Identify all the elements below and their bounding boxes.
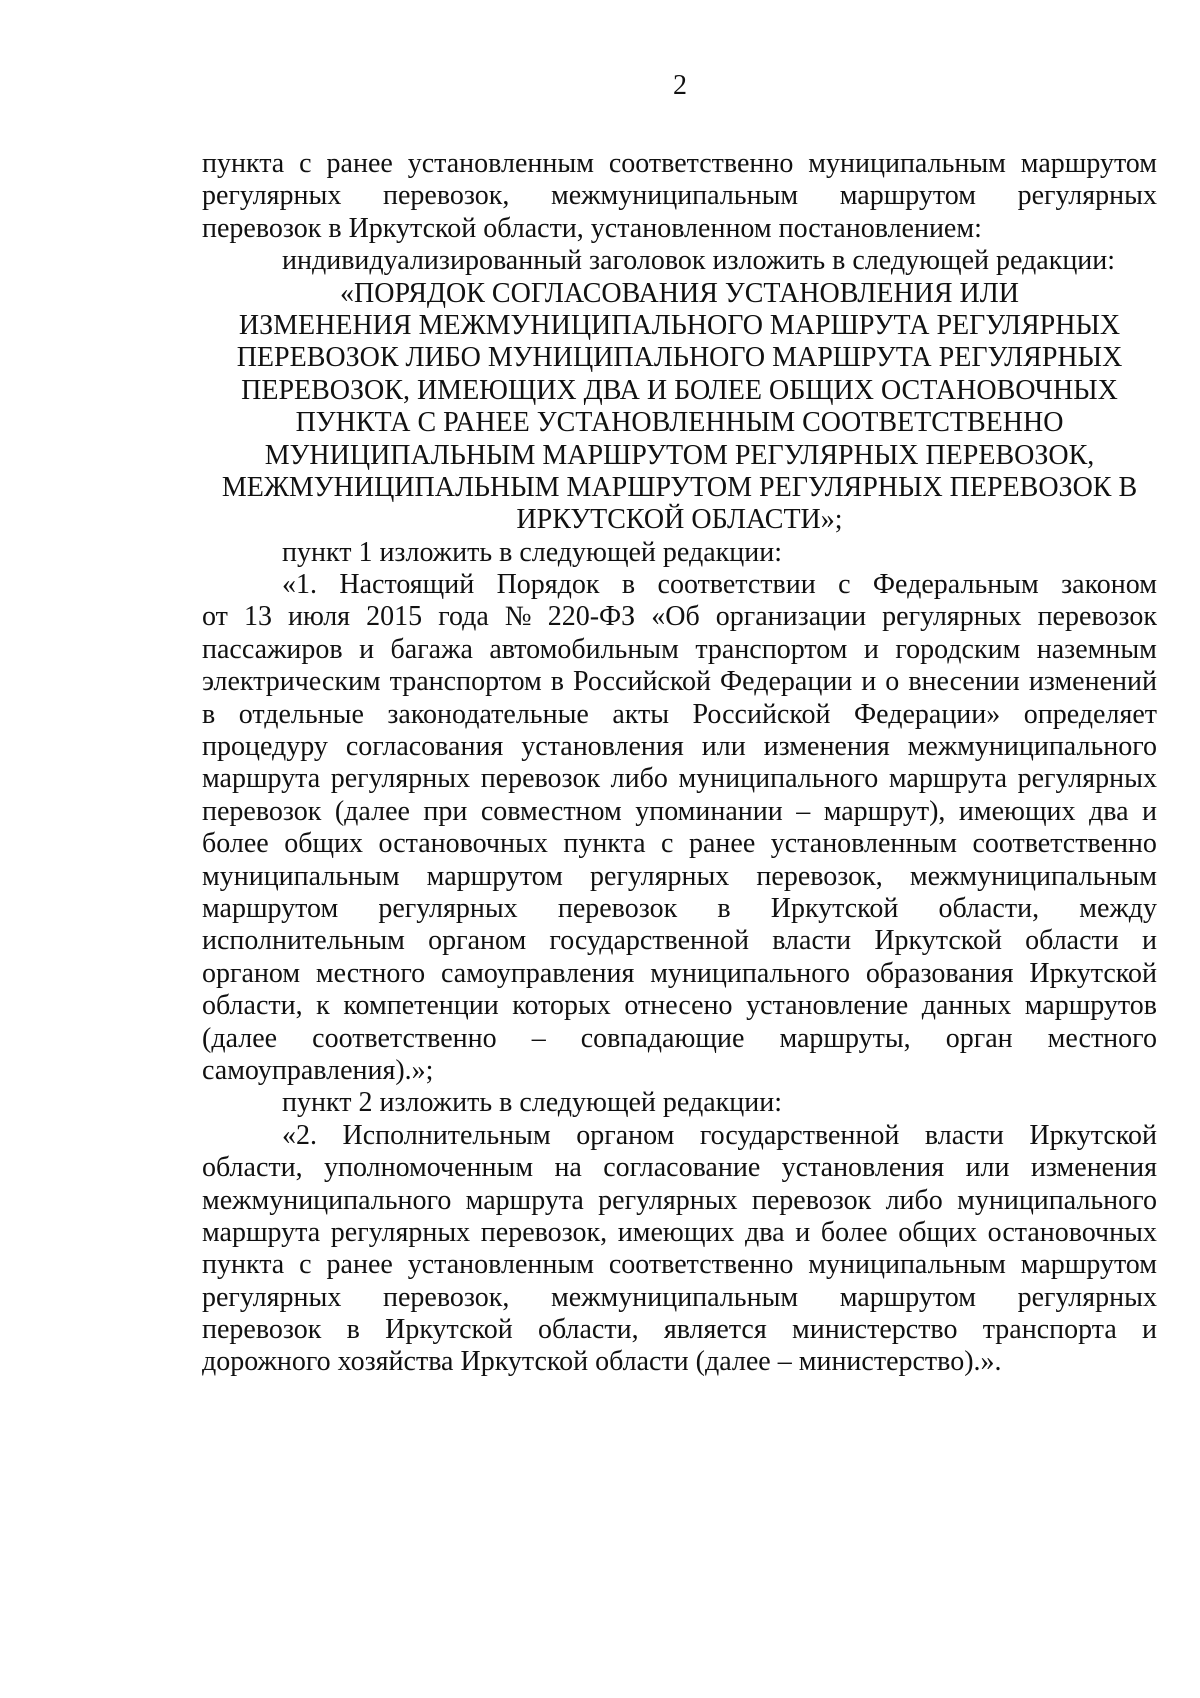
- word: Иркутской: [1029, 957, 1157, 989]
- word: регулярных: [1017, 1281, 1157, 1313]
- word: местного: [315, 957, 426, 989]
- word: образования: [865, 957, 1014, 989]
- word: данных: [921, 990, 1012, 1022]
- point1-line: самоуправления).»;: [202, 1054, 434, 1086]
- word: Иркутской: [1029, 1119, 1157, 1151]
- word: №: [504, 601, 532, 633]
- word: автомобильным: [489, 633, 679, 665]
- word: перевозок,: [383, 180, 510, 212]
- word: регулярных: [589, 860, 730, 892]
- word: регулярных: [1017, 180, 1157, 212]
- word: маршрута: [202, 1216, 321, 1248]
- word: акты: [612, 698, 670, 730]
- word: транспортом: [695, 633, 848, 665]
- word: области: [1025, 925, 1119, 957]
- word: при: [423, 795, 468, 827]
- word: изменения: [763, 731, 890, 763]
- word: с: [299, 1249, 312, 1281]
- word: регулярных: [378, 892, 518, 924]
- point2-line: [202, 1185, 1157, 1217]
- word: маршрута: [202, 763, 321, 795]
- word: является: [663, 1314, 767, 1346]
- point2-line: [202, 1249, 1157, 1281]
- point1-line: [202, 731, 1157, 763]
- word: 220-ФЗ: [547, 601, 636, 633]
- word: ранее: [326, 1249, 393, 1281]
- word: области,: [938, 892, 1040, 924]
- title-line: ПУНКТА С РАНЕЕ УСТАНОВЛЕННЫМ СООТВЕТСТВЕННО: [295, 407, 1064, 439]
- word: установленным: [407, 1249, 594, 1281]
- intro-line: [202, 148, 1157, 180]
- word: межмуниципальным: [909, 860, 1157, 892]
- word: или: [701, 731, 746, 763]
- word: определяет: [1023, 698, 1157, 730]
- heading-instruction: индивидуализированный заголовок изложить в следующей редакции:: [282, 245, 1116, 277]
- word: орган: [945, 1022, 1013, 1054]
- title-line: МЕЖМУНИЦИПАЛЬНЫМ МАРШРУТОМ РЕГУЛЯРНЫХ ПЕРЕВОЗОК В: [221, 471, 1138, 503]
- intro-line: [202, 180, 1157, 212]
- word: два: [1089, 795, 1129, 827]
- word: муниципального: [957, 1184, 1157, 1216]
- word: в: [202, 698, 216, 730]
- word: совместном: [480, 795, 622, 827]
- word: маршрутов: [1024, 990, 1157, 1022]
- word: межмуниципального: [202, 1184, 452, 1216]
- word: общих: [284, 828, 364, 860]
- word: самоуправления: [441, 957, 635, 989]
- word: перевозок: [480, 763, 601, 795]
- word: между: [1079, 892, 1157, 924]
- word: исполнительным: [202, 925, 405, 957]
- point1-line: [202, 699, 1157, 731]
- word: межмуниципальным: [551, 1281, 799, 1313]
- word: в: [717, 892, 731, 924]
- word: Настоящий: [339, 569, 475, 601]
- word: которых: [512, 990, 611, 1022]
- word: маршрутом: [426, 860, 563, 892]
- word: перевозок,: [383, 1281, 510, 1313]
- word: муниципальным: [202, 860, 400, 892]
- word: установленным: [407, 148, 594, 179]
- word: местного: [1047, 1022, 1157, 1054]
- word: 13: [243, 601, 272, 633]
- word: наземным: [1036, 633, 1157, 665]
- word: власти: [924, 1119, 1004, 1151]
- word: области,: [202, 1152, 303, 1184]
- word: либо: [885, 1184, 943, 1216]
- word: министерство: [791, 1314, 958, 1346]
- word: и: [1142, 795, 1157, 827]
- word: и: [359, 633, 375, 665]
- word: имеющих: [958, 795, 1076, 827]
- word: пункта: [202, 1249, 285, 1281]
- word: регулярных: [1017, 763, 1157, 795]
- word: упоминании: [635, 795, 783, 827]
- word: Российской: [573, 666, 712, 698]
- point1-line: [202, 990, 1157, 1022]
- word: маршрут),: [823, 795, 946, 827]
- word: маршруты,: [779, 1022, 911, 1054]
- word: законом: [1061, 569, 1157, 601]
- word: с: [661, 828, 674, 860]
- word: Российской: [692, 698, 831, 730]
- point2-instruction: пункт 2 изложить в следующей редакции:: [282, 1087, 782, 1119]
- word: компетенции: [343, 990, 499, 1022]
- word: процедуру: [202, 731, 328, 763]
- point1-line: [202, 861, 1157, 893]
- word: маршрутом: [839, 180, 976, 212]
- word: уполномоченным: [324, 1152, 534, 1184]
- word: установление: [746, 990, 909, 1022]
- quoted-title: [202, 278, 1157, 537]
- word: ранее: [688, 828, 756, 860]
- word: пассажиров: [202, 633, 343, 665]
- word: и: [863, 633, 879, 665]
- point2-line: [202, 1217, 1157, 1249]
- word: муниципальным: [808, 148, 1006, 179]
- point2-line: [202, 1282, 1157, 1314]
- word: органом: [576, 1119, 675, 1151]
- word: и: [1141, 925, 1157, 957]
- word: установленным: [770, 828, 957, 860]
- point2-line: [202, 1120, 1157, 1152]
- word: остановочных: [987, 1216, 1157, 1248]
- word: Иркутской: [385, 1314, 513, 1346]
- word: муниципального: [678, 763, 879, 795]
- word: Иркутской: [874, 925, 1002, 957]
- word: 2015: [366, 601, 423, 633]
- point1-line: [202, 634, 1157, 666]
- word: совпадающие: [580, 1022, 745, 1054]
- word: от: [202, 601, 228, 633]
- word: муниципальным: [808, 1249, 1006, 1281]
- word: области,: [537, 1314, 639, 1346]
- point2-line: [202, 1152, 1157, 1184]
- word: более: [820, 1216, 888, 1248]
- word: государственной: [699, 1119, 900, 1151]
- word: соответственно: [608, 1249, 794, 1281]
- word: маршрутом: [202, 892, 339, 924]
- word: электрическим: [202, 666, 381, 698]
- point1-line: [202, 925, 1157, 957]
- title-line: ИРКУТСКОЙ ОБЛАСТИ»;: [516, 504, 843, 536]
- word: –: [531, 1022, 546, 1054]
- document-body: [202, 148, 1157, 1379]
- intro-line: перевозок в Иркутской области, установленном постановлением:: [202, 212, 982, 244]
- word: регулярных: [330, 763, 471, 795]
- point2-line: дорожного хозяйства Иркутской области (далее – министерство).».: [202, 1346, 1002, 1378]
- word: изменений: [1028, 666, 1157, 698]
- word: остановочных: [378, 828, 548, 860]
- word: более: [202, 828, 269, 860]
- word: или: [965, 1152, 1010, 1184]
- word: отнесено: [624, 990, 733, 1022]
- word: регулярных: [330, 1216, 471, 1248]
- word: перевозок: [1037, 601, 1157, 633]
- word: маршрутом: [839, 1281, 976, 1313]
- word: «1.: [282, 569, 317, 601]
- word: регулярных: [598, 1184, 738, 1216]
- word: маршрутом: [1020, 148, 1157, 179]
- word: багажа: [390, 633, 473, 665]
- word: Порядок: [496, 569, 600, 601]
- word: и: [1142, 1314, 1157, 1346]
- word: пункта: [563, 828, 646, 860]
- word: перевозок: [751, 1184, 872, 1216]
- point1-line: [202, 796, 1157, 828]
- title-line: ИЗМЕНЕНИЯ МЕЖМУНИЦИПАЛЬНОГО МАРШРУТА РЕГУЛЯРНЫХ: [238, 309, 1121, 341]
- word: Федерации»: [854, 698, 1001, 730]
- word: перевозок: [202, 795, 322, 827]
- title-line: «ПОРЯДОК СОГЛАСОВАНИЯ УСТАНОВЛЕНИЯ ИЛИ: [340, 277, 1019, 309]
- word: маршрутом: [1020, 1249, 1157, 1281]
- word: два: [745, 1216, 785, 1248]
- word: к: [316, 990, 330, 1022]
- word: общих: [898, 1216, 977, 1248]
- word: в: [621, 569, 636, 601]
- word: и: [861, 666, 877, 698]
- word: межмуниципальным: [551, 180, 799, 212]
- word: соответственно: [972, 828, 1157, 860]
- word: пункта: [202, 148, 285, 179]
- word: городским: [895, 633, 1021, 665]
- word: перевозок,: [480, 1216, 608, 1248]
- word: соответственно: [608, 148, 794, 179]
- word: Исполнительным: [342, 1119, 551, 1151]
- point1-line: [202, 569, 1157, 601]
- word: имеющих: [617, 1216, 735, 1248]
- page-number: 2: [673, 70, 687, 101]
- point1-line: [202, 1023, 1157, 1055]
- word: регулярных: [202, 180, 342, 212]
- word: маршрута: [465, 1184, 584, 1216]
- word: власти: [772, 925, 852, 957]
- word: организации: [715, 601, 867, 633]
- word: о: [885, 666, 900, 698]
- word: –: [796, 795, 811, 827]
- point1-line: [202, 666, 1157, 698]
- word: органом: [202, 957, 301, 989]
- word: «Об: [651, 601, 700, 633]
- word: на: [554, 1152, 582, 1184]
- word: регулярных: [882, 601, 1022, 633]
- word: органом: [428, 925, 527, 957]
- word: с: [299, 148, 312, 179]
- word: (далее: [202, 1022, 278, 1054]
- title-line: ПЕРЕВОЗОК, ИМЕЮЩИХ ДВА И БОЛЕЕ ОБЩИХ ОСТАНОВОЧНЫХ: [241, 374, 1118, 406]
- point1-line: [202, 893, 1157, 925]
- word: согласования: [345, 731, 504, 763]
- word: маршрута: [888, 763, 1008, 795]
- word: внесении: [908, 666, 1020, 698]
- word: перевозок,: [756, 860, 883, 892]
- title-line: ПЕРЕВОЗОК ЛИБО МУНИЦИПАЛЬНОГО МАРШРУТА РЕГУЛЯРНЫХ: [236, 342, 1123, 374]
- word: перевозок: [557, 892, 678, 924]
- word: Федерации: [720, 666, 853, 698]
- word: либо: [610, 763, 668, 795]
- word: в: [346, 1314, 360, 1346]
- word: года: [438, 601, 489, 633]
- word: транспортом: [389, 666, 542, 698]
- word: установления: [781, 1152, 945, 1184]
- word: согласование: [603, 1152, 761, 1184]
- word: соответственно: [312, 1022, 497, 1054]
- point1-line: [202, 958, 1157, 990]
- word: государственной: [549, 925, 749, 957]
- word: (далее: [334, 795, 410, 827]
- word: законодательные: [387, 698, 589, 730]
- word: перевозок: [202, 1314, 322, 1346]
- point2-line: [202, 1314, 1157, 1346]
- word: июля: [288, 601, 351, 633]
- point1-instruction: пункт 1 изложить в следующей редакции:: [282, 536, 782, 568]
- word: и: [795, 1216, 811, 1248]
- word: отдельные: [238, 698, 364, 730]
- word: регулярных: [202, 1281, 342, 1313]
- point1-line: [202, 828, 1157, 860]
- word: Федеральным: [872, 569, 1039, 601]
- word: ранее: [326, 148, 393, 179]
- point1-line: [202, 601, 1157, 633]
- title-line: МУНИЦИПАЛЬНЫМ МАРШРУТОМ РЕГУЛЯРНЫХ ПЕРЕВОЗОК,: [264, 439, 1095, 471]
- word: межмуниципального: [907, 731, 1157, 763]
- word: области,: [202, 990, 303, 1022]
- point1-line: [202, 763, 1157, 795]
- word: «2.: [282, 1119, 317, 1151]
- word: Иркутской: [770, 892, 899, 924]
- word: изменения: [1030, 1152, 1157, 1184]
- word: муниципального: [650, 957, 851, 989]
- word: транспорта: [982, 1314, 1117, 1346]
- word: соответствии: [657, 569, 816, 601]
- word: в: [550, 666, 565, 698]
- word: с: [838, 569, 851, 601]
- word: установления: [521, 731, 684, 763]
